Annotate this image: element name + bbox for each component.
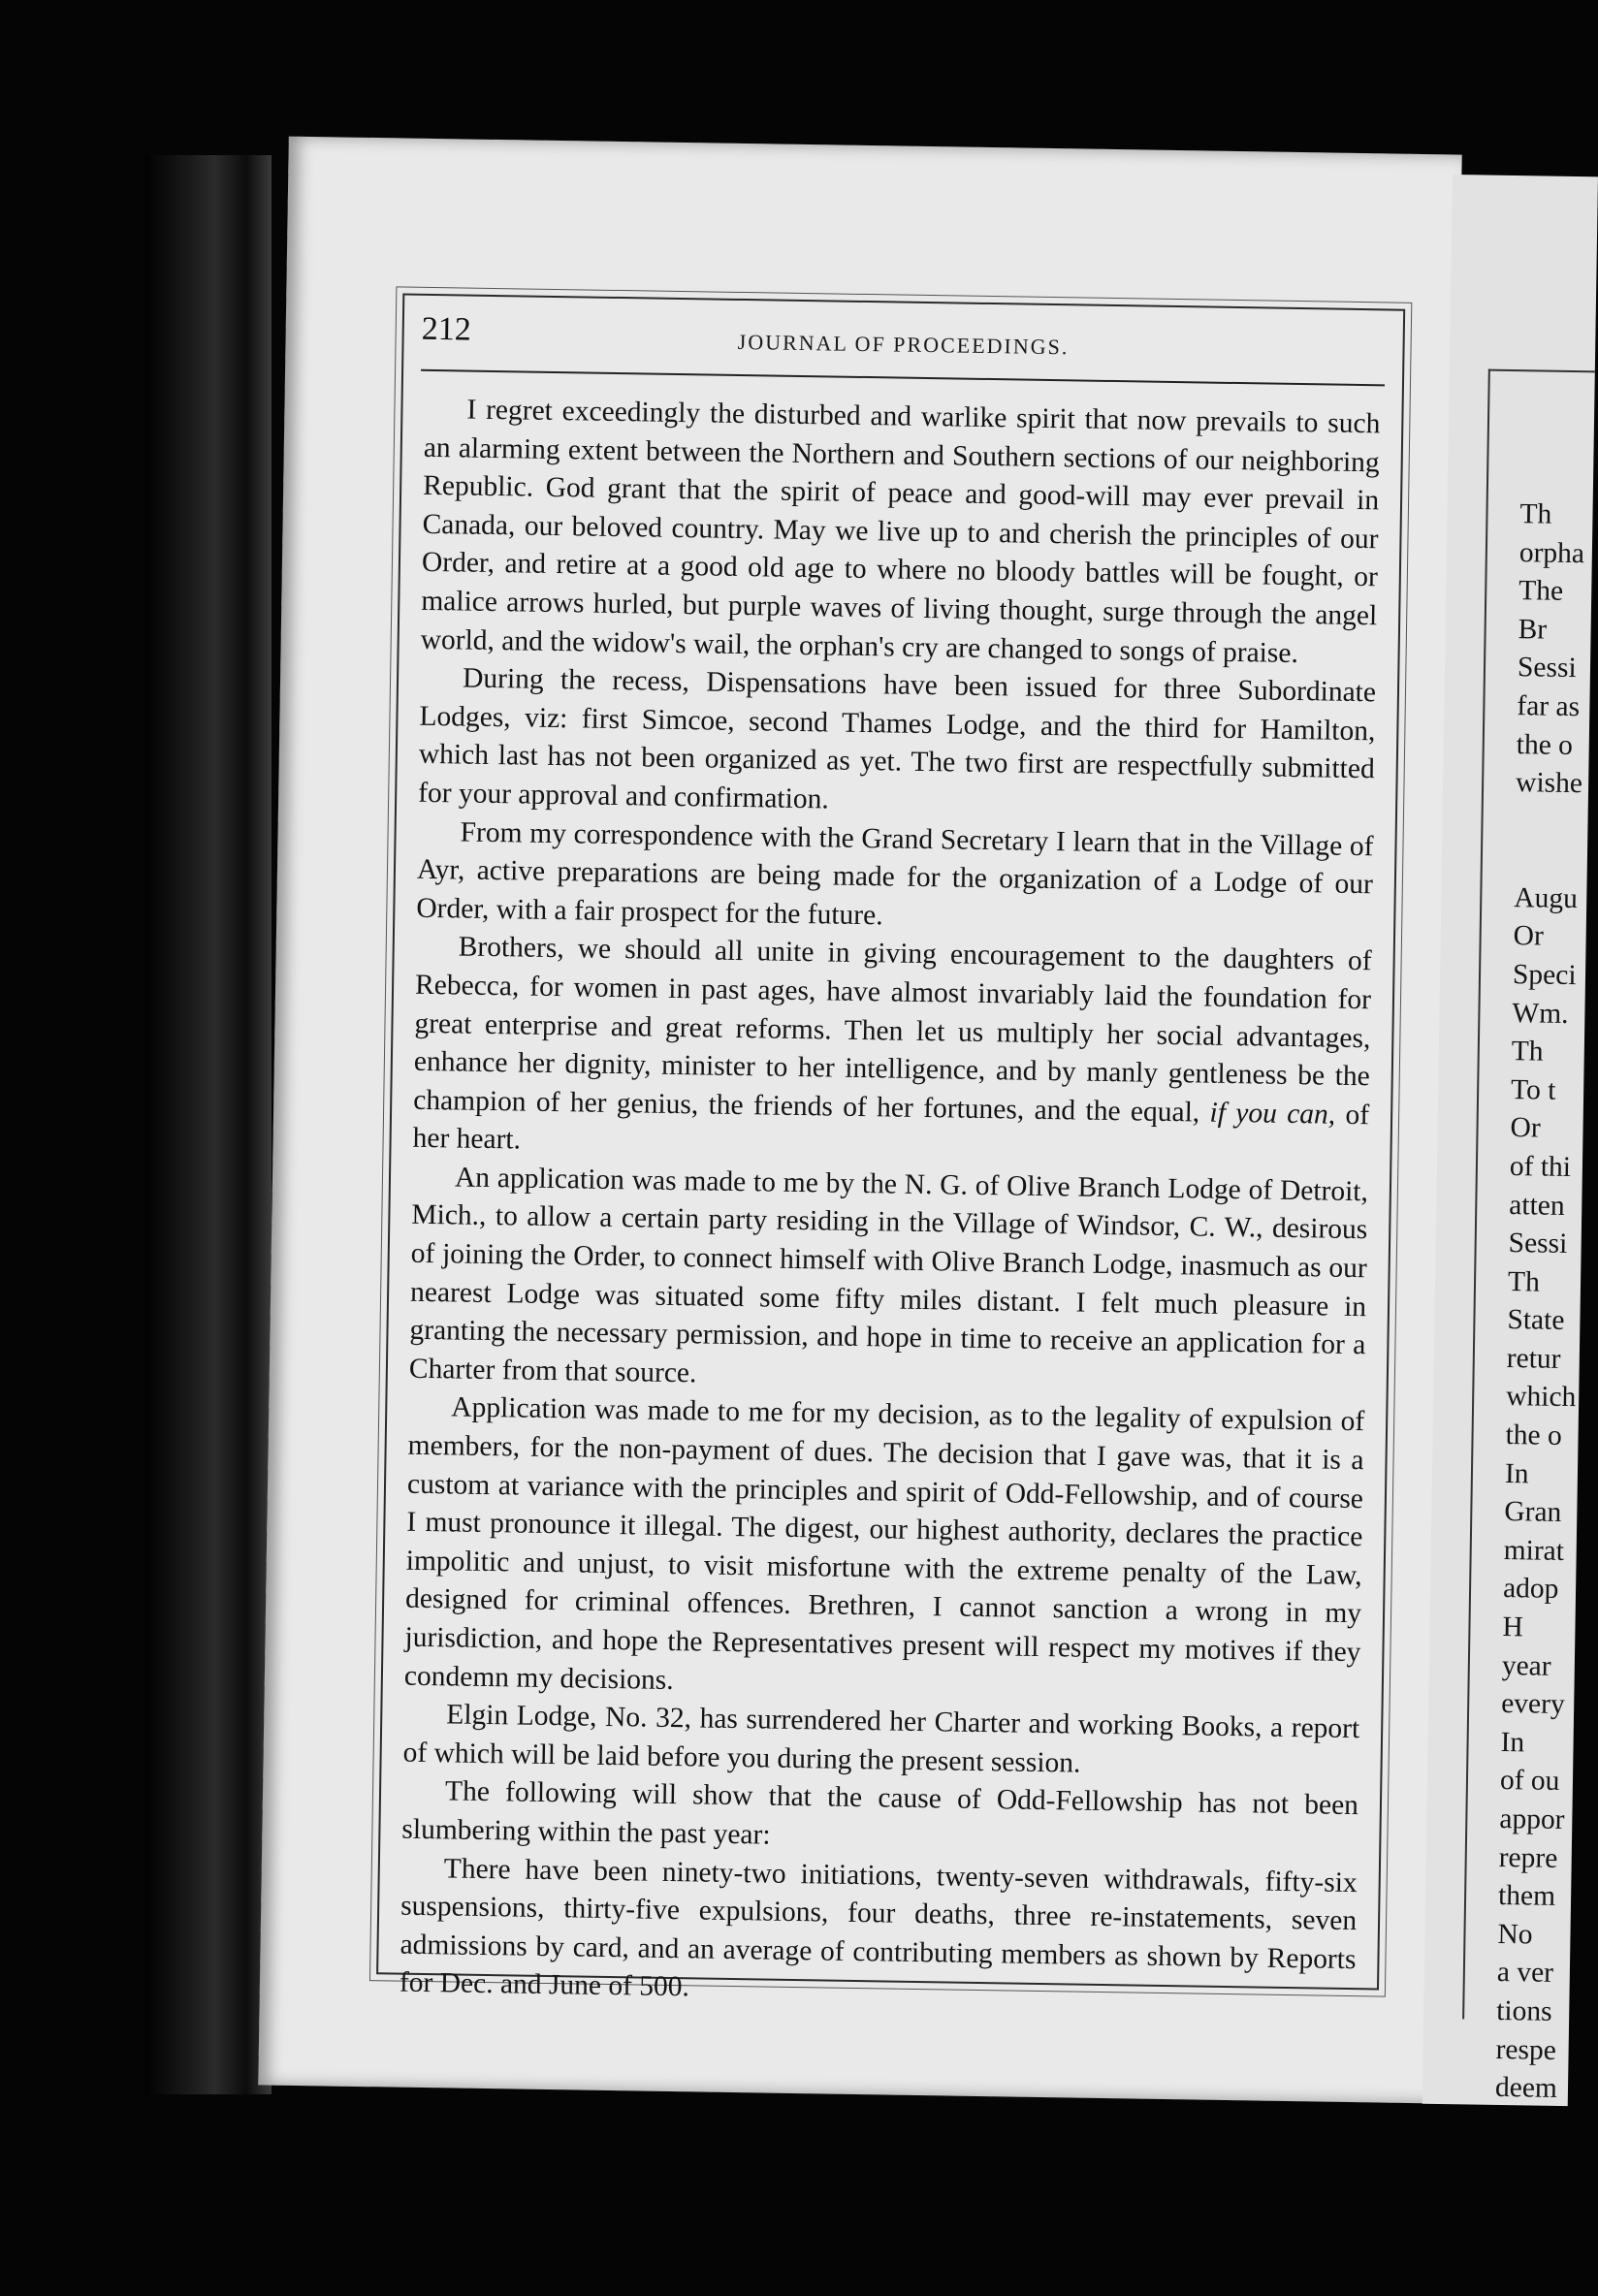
fragment-line: every <box>1500 1688 1565 1721</box>
paragraph: From my correspondence with the Grand Secretary I learn that in the Village of Ayr, active preparations are being made for the organization of a Lodge of our Order, with a fair prospect for the future. <box>416 816 1374 932</box>
fragment-line: Wm. <box>1512 997 1569 1030</box>
fragment-line: State <box>1507 1304 1565 1337</box>
fragment-line: In <box>1504 1457 1529 1490</box>
page-number: 212 <box>421 310 472 348</box>
fragment-line: orpha <box>1518 536 1585 569</box>
fragment-line: Br <box>1518 613 1548 646</box>
paragraph-text: Brothers, we should all unite in giving encouragement to the daughters of Rebecca, for women in past ages, have almost invariably laid the foundation for great enterprise and great reforms. Then let us multiply her social advantages, enhance her dignity, minister to her intelligence, and by manly gentleness be the champion of her genius, the friends of her fortunes, and the equal, <box>413 931 1372 1129</box>
fragment-line: atten <box>1509 1189 1565 1222</box>
fragment-line: wishe <box>1515 767 1583 800</box>
fragment-line: of ou <box>1499 1765 1560 1798</box>
paragraph: There have been ninety-two initiations, twenty-seven withdrawals, fifty-six suspensions, thirty-five expulsions, four deaths, three re-instatements, seven admissions by card, and an average of contributing members as shown by Reports for Dec. and June of 500. <box>399 1852 1358 2003</box>
fragment-line: Sessi <box>1508 1228 1568 1260</box>
fragment-line: appor <box>1499 1802 1565 1836</box>
fragment-line: retur <box>1506 1342 1561 1375</box>
fragment-line: mirat <box>1503 1534 1565 1567</box>
fragment-line: Th <box>1507 1265 1541 1298</box>
running-head: JOURNAL OF PROCEEDINGS. <box>737 329 1070 360</box>
paragraph-text: of her heart. <box>412 1099 1370 1156</box>
paragraph-rebecca <box>412 928 1372 1173</box>
fragment-line: Gran <box>1504 1496 1562 1529</box>
page-body-text <box>400 391 1381 2018</box>
fragment-line: adop <box>1502 1573 1559 1606</box>
fragment-line: Or <box>1510 1112 1541 1144</box>
fragment-line: tions <box>1496 1994 1552 2027</box>
paragraph: An application was made to me by the N. G. of Olive Branch Lodge of Detroit, Mich., to allow a certain party residing in the Village of Windsor, C. W., desirous of joining the Order, to connect himself with Olive Branch Lodge, inasmuch as our nearest Lodge was situated some fifty miles distant. I felt much pleasure in granting the necessary permission, and hope in time to receive an application for a Charter from that source. <box>408 1162 1369 1389</box>
page-header <box>421 311 1386 387</box>
paragraph: During the recess, Dispensations have been issued for three Subordinate Lodges, viz: first Simcoe, second Thames Lodge, and the third for Hamilton, which last has not been organized as yet. The two first are respectfully submitted for your approval and confirmation. <box>417 662 1377 815</box>
fragment-line: Th <box>1511 1036 1544 1068</box>
fragment-line: year <box>1501 1649 1551 1682</box>
fragment-line: In <box>1500 1726 1525 1759</box>
fragment-line: respe <box>1495 2033 1557 2066</box>
fragment-line: a ver <box>1496 1957 1554 1990</box>
fragment-line: Th <box>1519 498 1552 530</box>
book-spine <box>145 155 272 2094</box>
fragment-line: Or <box>1513 920 1545 952</box>
fragment-line: the o <box>1516 728 1574 761</box>
book-page-right-edge <box>1422 175 1598 2106</box>
fragment-line: repre <box>1498 1841 1558 1874</box>
fragment-line: which <box>1505 1381 1577 1414</box>
fragment-line: far as <box>1517 690 1581 723</box>
book-page-left <box>258 137 1461 2104</box>
paragraph: The following will show that the cause of Odd-Fellowship has not been slumbering within the past year: <box>401 1775 1359 1851</box>
emphasis-text: if you can, <box>1209 1097 1336 1131</box>
fragment-line: Augu <box>1514 881 1579 914</box>
paragraph: Application was made to me for my decision, as to the legality of expulsion of members, for the non-payment of dues. The decision that I gave was, that it is a custom at variance with the principles and spirit of Odd-Fellowship, and of course I must pronounce it illegal. The digest, our highest authority, declares the practice impolitic and unjust, to visit misfortune with the extreme penalty of the Law, designed for criminal offences. Brethren, I cannot sanction a wrong in my jurisdiction, and hope the Representatives present will respect my motives if they condemn my decisions. <box>403 1391 1365 1696</box>
page-frame <box>376 293 1405 2003</box>
fragment-line: The <box>1518 575 1564 608</box>
fragment-line: Sessi <box>1517 652 1577 685</box>
spacer <box>1515 803 1598 884</box>
fragment-line: the o <box>1505 1419 1563 1451</box>
fragment-line: them <box>1497 1880 1556 1913</box>
fragment-line: of thi <box>1509 1150 1572 1183</box>
fragment-line: Speci <box>1512 959 1577 992</box>
fragment-line: H <box>1502 1611 1524 1643</box>
paragraph: Elgin Lodge, No. 32, has surrendered her Charter and working Books, a report of which will be laid before you during the present session. <box>402 1699 1360 1779</box>
fragment-line: No <box>1497 1918 1533 1951</box>
fragment-line: To t <box>1510 1073 1556 1106</box>
paragraph: I regret exceedingly the disturbed and warlike spirit that now prevails to such an alarming extent between the Northern and Southern sections of our neighboring Republic. God grant that the spirit of peace and good-will may ever prevail in Canada, our beloved country. May we live up to and cherish the principles of our Order, and retire at a good old age to where no bloody battles will be fought, or malice arrows hurled, but purple waves of living thought, surge through the angel world, and the widow's wail, the orphan's cry are changed to songs of praise. <box>420 394 1381 669</box>
fragment-line: deem <box>1494 2072 1558 2105</box>
